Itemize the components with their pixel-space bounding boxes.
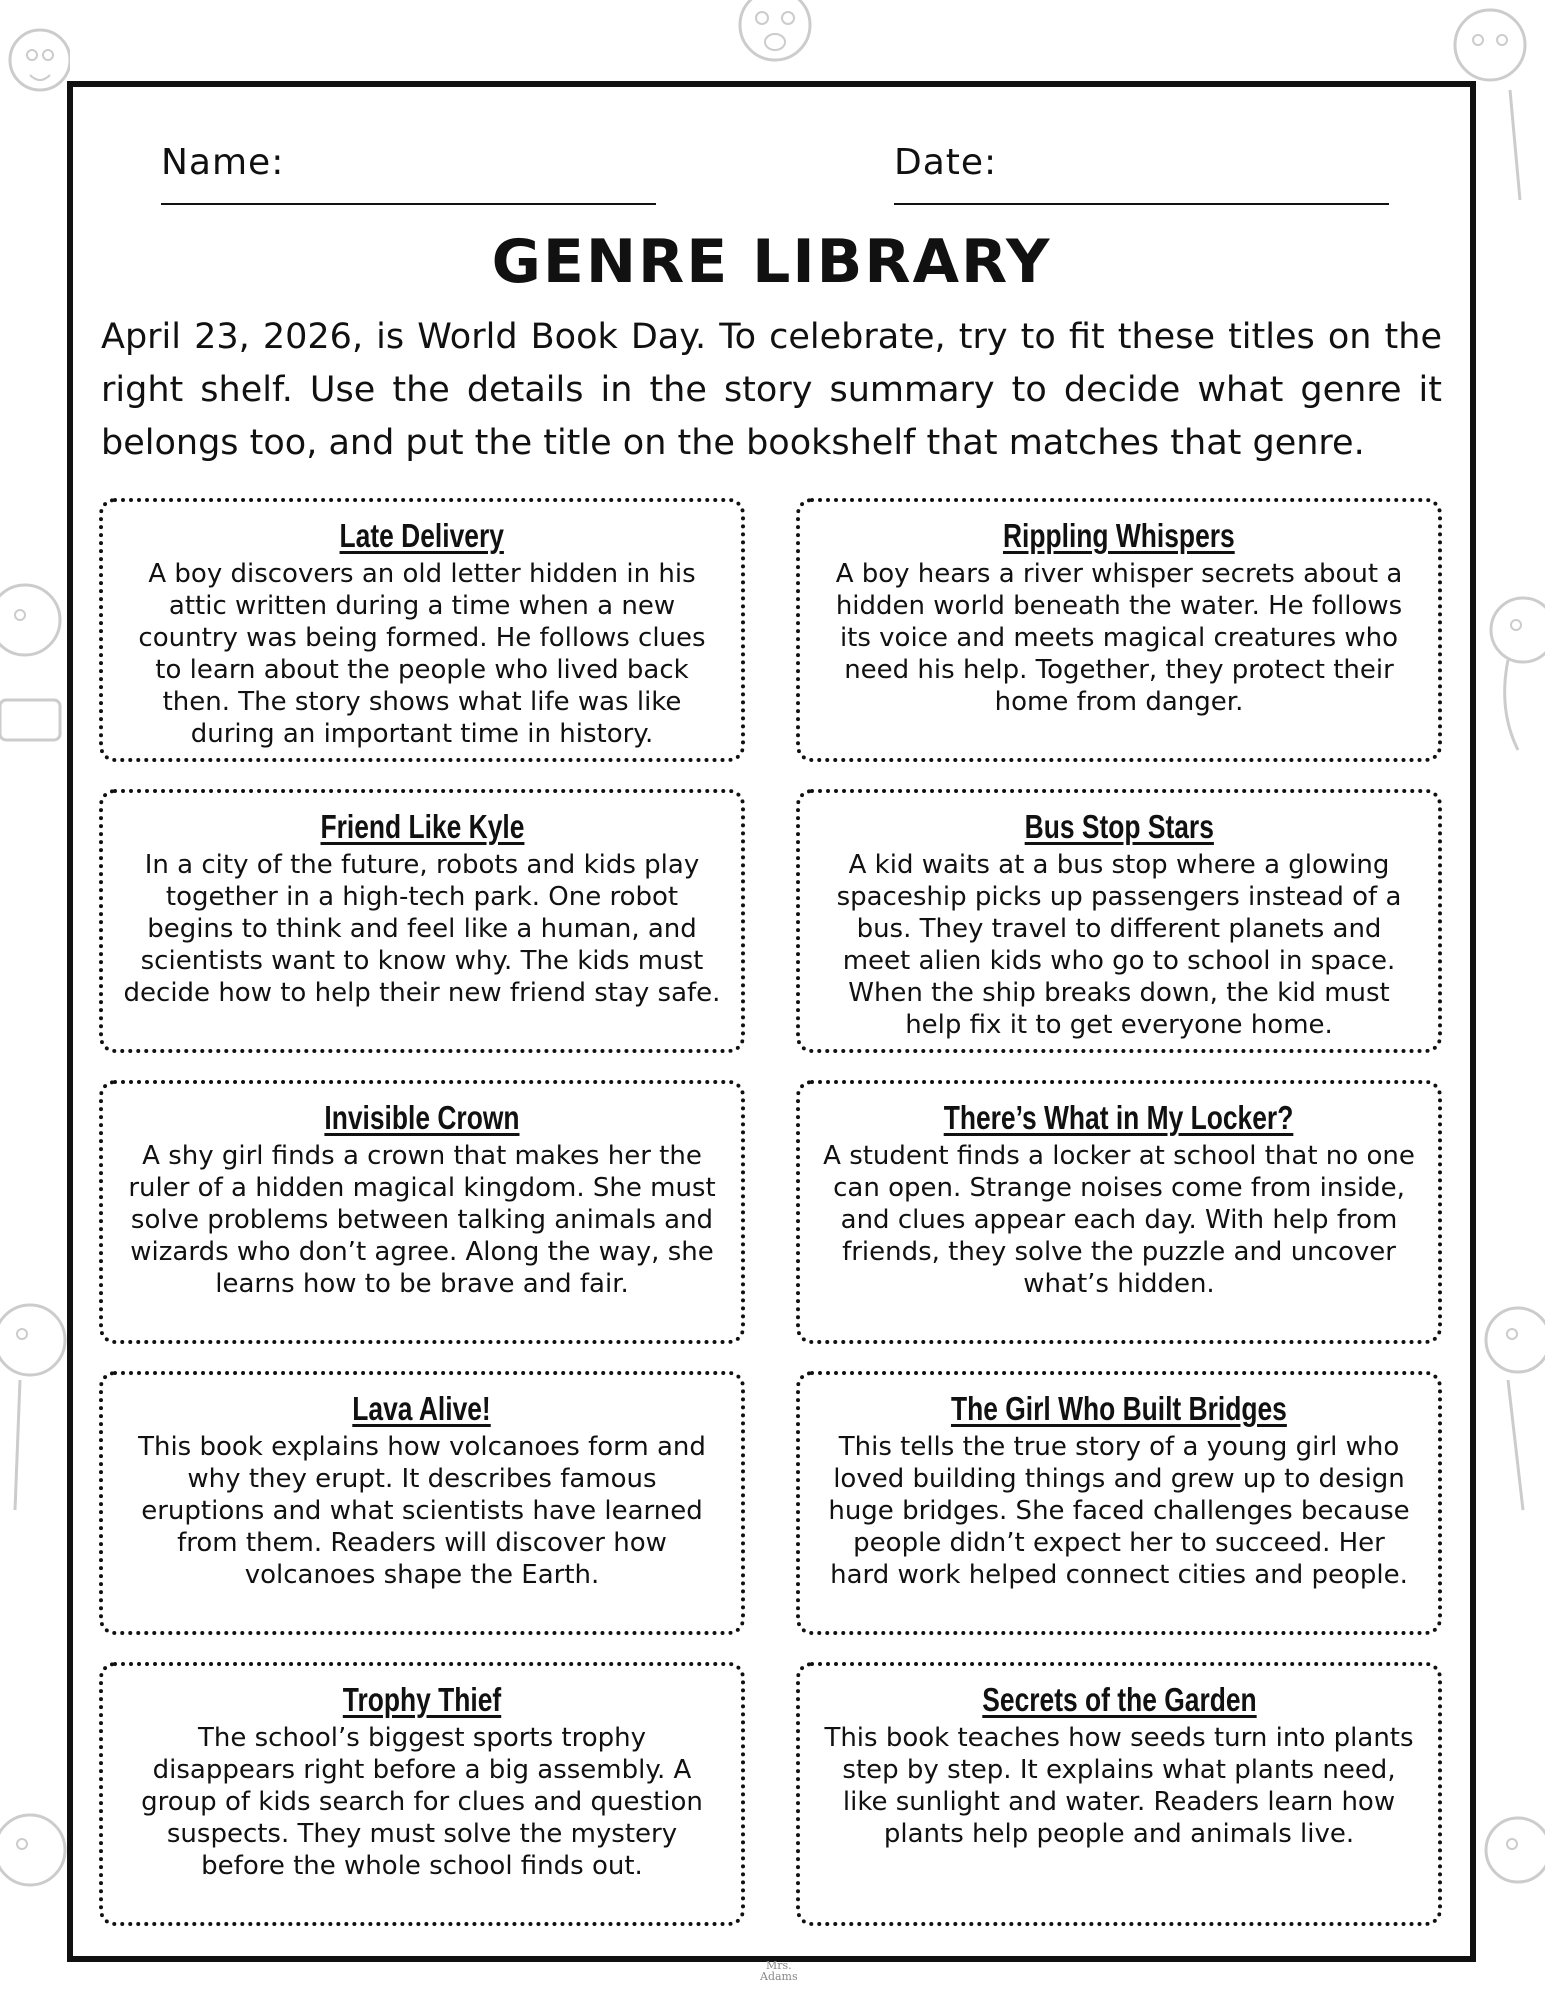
book-title: There’s What in My Locker? — [944, 1099, 1294, 1136]
book-title: Rippling Whispers — [1003, 517, 1235, 554]
cartoon-book-character-icon — [1478, 1760, 1545, 1999]
book-summary: This tells the true story of a young girl who loved building things and grew up to design huge bridges. She faced challenges because people didn’t expect her to succeed. Her hard work helped connect cities and people. — [828, 1432, 1410, 1590]
book-card — [796, 1080, 1442, 1344]
book-title: The Girl Who Built Bridges — [951, 1390, 1287, 1427]
book-summary: The school’s biggest sports trophy disappears right before a big assembly. A group of kids search for clues and question suspects. They must solve the mystery before the whole school finds out. — [141, 1723, 703, 1881]
book-title: Bus Stop Stars — [1024, 808, 1214, 845]
book-title: Lava Alive! — [352, 1390, 492, 1427]
book-summary: This book explains how volcanoes form and why they erupt. It describes famous eruptions and what scientists have learned from them. Readers will discover how volcanoes shape the Earth. — [138, 1432, 706, 1590]
cartoon-book-character-icon — [1478, 1260, 1545, 1520]
name-field[interactable] — [161, 142, 656, 183]
date-line[interactable] — [894, 203, 1389, 205]
book-summary: A boy hears a river whisper secrets about a hidden world beneath the water. He follows its voice and meets magical creatures who need his help. Together, they protect their home from danger. — [835, 559, 1403, 717]
book-summary: A shy girl finds a crown that makes her the ruler of a hidden magical kingdom. She must solve problems between talking animals and wizards who don’t agree. Along the way, she learns how to be brave and fair. — [128, 1141, 716, 1299]
book-summary: In a city of the future, robots and kids play together in a high-tech park. One robot begins to think and feel like a human, and scientists want to know why. The kids must decide how to help their new friend stay safe. — [123, 850, 721, 1008]
cartoon-book-character-icon — [0, 1760, 70, 1999]
cartoon-book-character-icon — [690, 0, 860, 80]
date-label: Date: — [894, 142, 998, 183]
logo-line-1: Mrs. — [765, 1959, 792, 1972]
book-card — [99, 1662, 745, 1926]
cartoon-book-character-icon — [0, 1260, 70, 1520]
book-summary: A kid waits at a bus stop where a glowing spaceship picks up passengers instead of a bus. They travel to different planets and meet alien kids who go to school in space. When the ship breaks down, the kid must help fix it to get everyone home. — [836, 850, 1402, 1040]
name-date-row — [161, 142, 1382, 212]
cartoon-book-character-icon — [1478, 570, 1545, 770]
worksheet — [67, 81, 1476, 1962]
cartoon-book-character-icon — [0, 0, 70, 150]
book-card — [99, 1371, 745, 1635]
book-summary: A student finds a locker at school that no one can open. Strange noises come from inside, and clues appear each day. With help from friends, they solve the puzzle and uncover what’s hidden. — [823, 1141, 1415, 1299]
cartoon-book-character-icon — [0, 560, 70, 760]
logo-line-2: Adams — [760, 1970, 798, 1983]
book-summary: A boy discovers an old letter hidden in his attic written during a time when a new country was being formed. He follows clues to learn about the people who lived back then. The story shows what life was like during an important time in history. — [138, 559, 706, 749]
book-card — [99, 1080, 745, 1344]
book-title: Friend Like Kyle — [320, 808, 524, 845]
book-title: Late Delivery — [339, 517, 505, 554]
book-card — [796, 789, 1442, 1053]
publisher-logo — [760, 1960, 798, 1982]
date-field[interactable] — [894, 142, 1389, 183]
book-title: Trophy Thief — [342, 1681, 502, 1718]
book-card — [796, 1371, 1442, 1635]
name-label: Name: — [161, 142, 285, 183]
book-card — [99, 789, 745, 1053]
book-summary: This book teaches how seeds turn into plants step by step. It explains what plants need, like sunlight and water. Readers learn how plants help people and animals live. — [824, 1723, 1414, 1849]
book-card — [796, 1662, 1442, 1926]
book-card — [796, 498, 1442, 762]
book-title: Secrets of the Garden — [981, 1681, 1257, 1718]
intro-paragraph: April 23, 2026, is World Book Day. To celebrate, try to fit these titles on the right shelf. Use the details in the story summary to decide what genre it belongs too, and put the title on the bookshelf that matches that genre. — [101, 317, 1442, 463]
name-line[interactable] — [161, 203, 656, 205]
book-card — [99, 498, 745, 762]
page-title: GENRE LIBRARY — [491, 227, 1052, 297]
book-title: Invisible Crown — [324, 1099, 520, 1136]
